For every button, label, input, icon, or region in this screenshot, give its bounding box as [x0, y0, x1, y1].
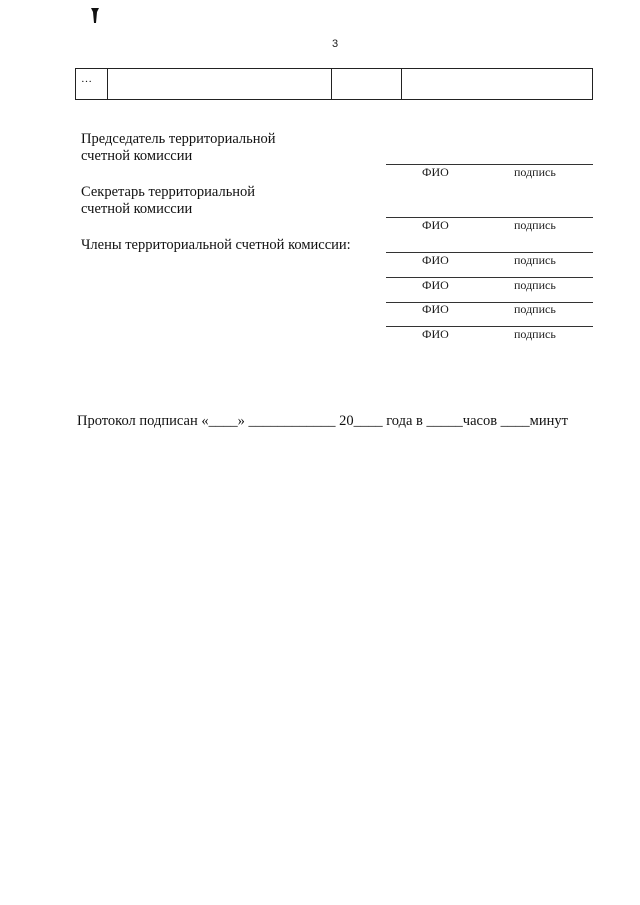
protocol-signed-line: Протокол подписан «____» ____________ 20____ года в _____часов ____минут: [77, 413, 568, 429]
table-cell: [332, 69, 402, 99]
table-cell: [108, 69, 332, 99]
member-signature-line: [386, 326, 593, 327]
table-cell: [402, 69, 592, 99]
table-cell-ellipsis: …: [81, 73, 93, 85]
member-fio-label: ФИО: [422, 302, 449, 316]
chairman-sign-label: подпись: [514, 165, 556, 179]
chairman-title-line1: Председатель территориальной: [81, 131, 276, 147]
secretary-title-line2: счетной комиссии: [81, 201, 193, 217]
member-fio-label: ФИО: [422, 253, 449, 267]
scan-mark-icon: [91, 8, 99, 23]
secretary-title-line1: Секретарь территориальной: [81, 184, 256, 200]
member-signature-line: [386, 252, 593, 253]
member-sign-label: подпись: [514, 327, 556, 341]
table-cell-index: [76, 69, 108, 99]
members-title: Члены территориальной счетной комиссии:: [81, 237, 351, 253]
member-sign-label: подпись: [514, 253, 556, 267]
member-sign-label: подпись: [514, 278, 556, 292]
member-signature-line: [386, 277, 593, 278]
table-row: [75, 68, 593, 100]
chairman-title-line2: счетной комиссии: [81, 148, 193, 164]
chairman-signature-line: [386, 164, 593, 165]
member-fio-label: ФИО: [422, 327, 449, 341]
member-fio-label: ФИО: [422, 278, 449, 292]
chairman-fio-label: ФИО: [422, 165, 449, 179]
chairman-title: [81, 131, 276, 165]
member-sign-label: подпись: [514, 302, 556, 316]
page-number: 3: [331, 38, 339, 50]
secretary-fio-label: ФИО: [422, 218, 449, 232]
secretary-signature-line: [386, 217, 593, 218]
member-signature-line: [386, 302, 593, 303]
secretary-sign-label: подпись: [514, 218, 556, 232]
secretary-title: [81, 184, 255, 218]
